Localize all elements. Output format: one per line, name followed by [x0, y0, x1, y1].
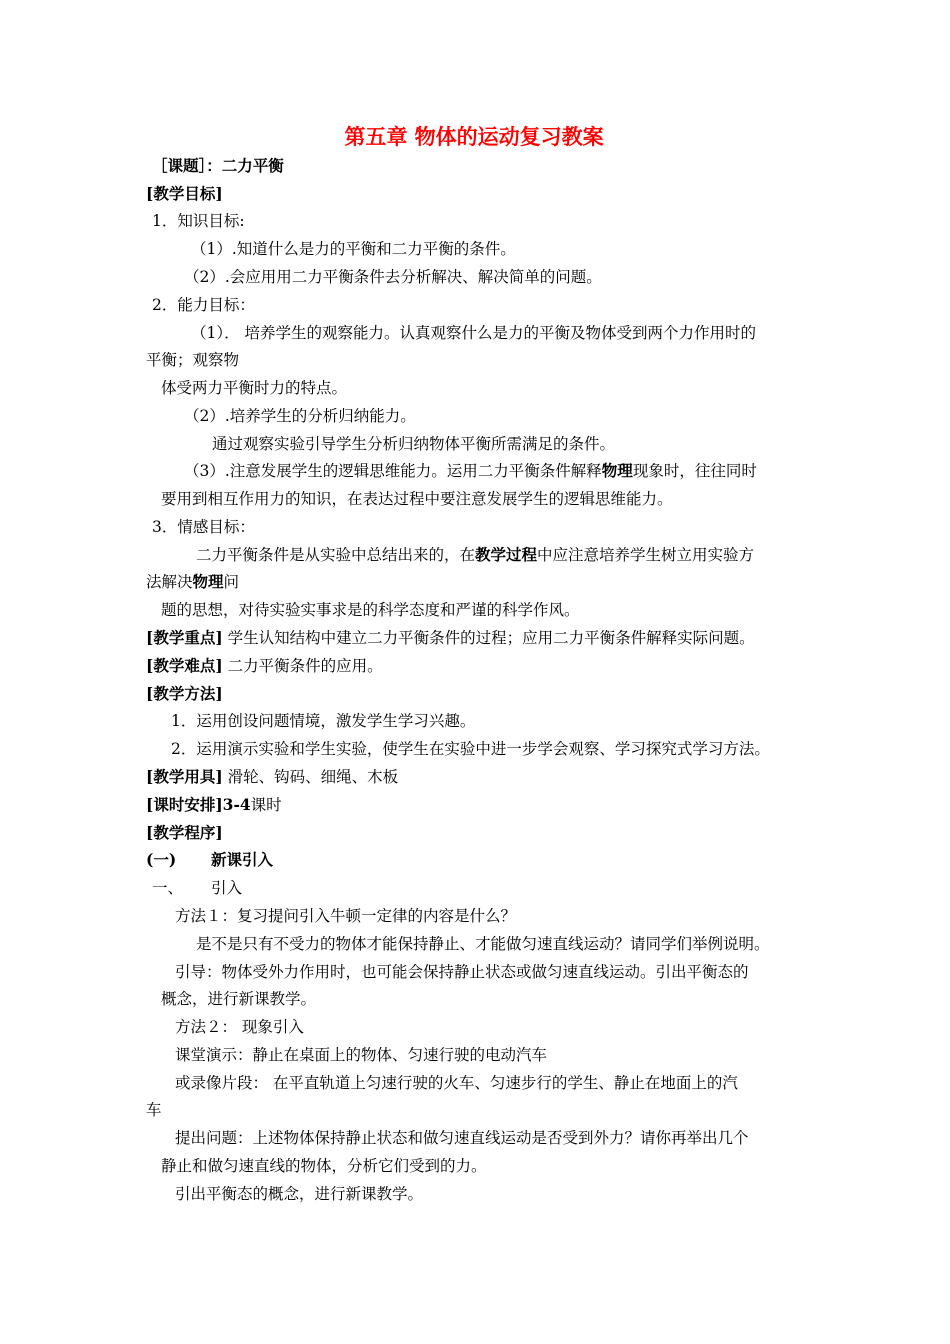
key-point-label: [教学重点] — [146, 628, 223, 647]
method-heading: [教学方法] — [146, 684, 223, 703]
method1-line: 方法１：复习提问引入牛顿一定律的内容是什么？ — [175, 907, 517, 925]
ability-heading: 2．能力目标： — [152, 296, 255, 314]
knowledge-item-1: （1）.知道什么是力的平衡和二力平衡的条件。 — [191, 240, 516, 258]
question-line-a: 提出问题：上述物体保持静止状态和做匀速直线运动是否受到外力？请你再举出几个 — [175, 1129, 749, 1147]
emotion-b-bold: 物理 — [192, 572, 224, 591]
ability-item-1c: 体受两力平衡时力的特点。 — [161, 379, 348, 397]
lead-line: 引出平衡态的概念，进行新课教学。 — [175, 1185, 424, 1203]
ability-3a-post: 现象时，往往同时 — [632, 462, 757, 480]
schedule-text: 课时 — [250, 796, 282, 814]
demo-line: 课堂演示：静止在桌面上的物体、匀速行驶的电动汽车 — [175, 1046, 548, 1064]
ability-3a-pre: （3）.注意发展学生的逻辑思维能力。运用二力平衡条件解释 — [184, 462, 602, 480]
question-line-b: 静止和做匀速直线的物体，分析它们受到的力。 — [161, 1157, 487, 1175]
emotion-b-pre: 法解决 — [146, 573, 193, 591]
emotion-a-bold: 教学过程 — [475, 545, 538, 564]
goals-heading: [教学目标] — [146, 184, 223, 203]
schedule-label: [课时安排]3-4 — [146, 795, 251, 814]
ability-item-2b: 通过观察实验引导学生分析归纳物体平衡所需满足的条件。 — [212, 435, 616, 453]
topic-value: 二力平衡 — [221, 156, 284, 175]
emotion-line-b — [146, 572, 239, 592]
method-item-1: 1．运用创设问题情境，激发学生学习兴趣。 — [171, 712, 476, 730]
page-title — [0, 124, 950, 150]
tools-label: [教学用具] — [146, 767, 223, 786]
schedule-line — [146, 795, 282, 815]
difficult-point-line — [146, 656, 383, 676]
video-line-a: 或录像片段： 在平直轨道上匀速行驶的火车、匀速步行的学生、静止在地面上的汽 — [175, 1074, 738, 1092]
subsection-1-num: 一、 — [152, 879, 184, 897]
knowledge-heading: 1．知识目标: — [152, 212, 245, 230]
title-text: 第五章 物体的运动复习教案 — [344, 125, 604, 149]
guide-line-a: 引导：物体受外力作用时，也可能会保持静止状态或做匀速直线运动。引出平衡态的 — [175, 963, 749, 981]
section-1-num: (一) — [146, 850, 177, 869]
ability-item-3b: 要用到相互作用力的知识，在表达过程中要注意发展学生的逻辑思维能力。 — [161, 490, 673, 508]
subsection-1-title: 引入 — [211, 879, 243, 897]
knowledge-item-2: （2）.会应用用二力平衡条件去分析解决、解决简单的问题。 — [184, 268, 602, 286]
section-1-title: 新课引入 — [211, 850, 274, 869]
ability-item-3a — [184, 461, 757, 481]
emotion-heading: 3．情感目标： — [152, 518, 255, 536]
method-item-2: 2．运用演示实验和学生实验，使学生在实验中进一步学会观察、学习探究式学习方法。 — [171, 740, 770, 758]
ability-item-2: （2）.培养学生的分析归纳能力。 — [184, 407, 416, 425]
key-point-text: 学生认知结构中建立二力平衡条件的过程；应用二力平衡条件解释实际问题。 — [222, 629, 755, 647]
topic-line — [152, 156, 284, 176]
emotion-b-post: 问 — [223, 573, 240, 591]
emotion-a-post: 中应注意培养学生树立用实验方 — [537, 546, 755, 564]
ability-item-1a: （1）． 培养学生的观察能力。认真观察什么是力的平衡及物体受到两个力作用时的 — [191, 324, 757, 342]
method2-line: 方法２： 现象引入 — [175, 1018, 304, 1036]
tools-line — [146, 767, 398, 787]
emotion-a-pre: 二力平衡条件是从实验中总结出来的，在 — [196, 546, 476, 564]
video-line-b: 车 — [146, 1101, 162, 1119]
difficult-point-text: 二力平衡条件的应用。 — [222, 657, 383, 675]
method1-question: 是不是只有不受力的物体才能保持静止、才能做匀速直线运动？请同学们举例说明。 — [196, 935, 770, 953]
guide-line-b: 概念，进行新课教学。 — [161, 990, 317, 1008]
topic-label: ［课题］： — [152, 156, 222, 175]
key-point-line — [146, 628, 755, 648]
ability-item-1b: 平衡；观察物 — [146, 351, 240, 369]
procedure-heading: [教学程序] — [146, 823, 223, 842]
tools-text: 滑轮、钩码、细绳、木板 — [222, 768, 399, 786]
ability-3a-bold: 物理 — [601, 461, 633, 480]
difficult-point-label: [教学难点] — [146, 656, 223, 675]
emotion-line-a — [196, 545, 754, 565]
emotion-line-c: 题的思想，对待实验实事求是的科学态度和严谨的科学作风。 — [161, 601, 580, 619]
